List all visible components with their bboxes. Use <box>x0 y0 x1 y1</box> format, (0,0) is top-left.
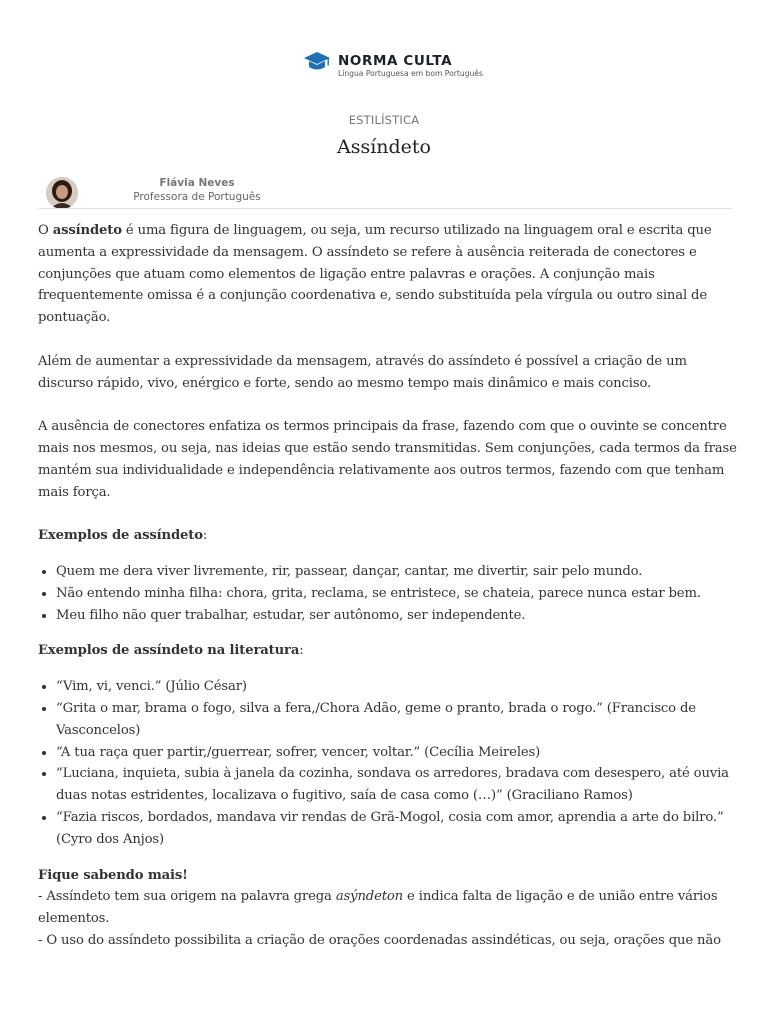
author-avatar <box>46 177 78 209</box>
literature-heading <box>38 640 738 662</box>
list-item: • Meu filho não quer trabalhar, estudar, ser autônomo, ser independente. <box>56 605 738 627</box>
intro-paragraph <box>38 220 738 329</box>
list-item: • “A tua raça quer partir,/guerrear, sofrer, vencer, voltar.” (Cecília Meireles) <box>56 742 738 764</box>
list-item: • Não entendo minha filha: chora, grita, reclama, se entristece, se chateia, parece nunca estar bem. <box>56 583 738 605</box>
site-header <box>0 50 768 84</box>
list-item: • “Luciana, inquieta, subia à janela da cozinha, sondava os arredores, bradava com desespero, até ouvia duas notas estridentes, localizava o fugitivo, saía de casa como (…)” (Graciliano Ramos) <box>56 763 738 807</box>
examples-list <box>38 561 738 626</box>
literature-heading-text: Exemplos de assíndeto na literatura <box>38 643 300 659</box>
intro-after: é uma figura de linguagem, ou seja, um recurso utilizado na linguagem oral e escrita que aumenta a expressividade da mensagem. O assíndeto se refere à ausência reiterada de conectores e conjunções que atuam como elementos de ligação entre palavras e orações. A conjunção mais frequentemente omissa é a conjunção coordenativa e, sendo substituída pela vírgula ou outro sinal de pontuação. <box>38 223 712 326</box>
intro-before: O <box>38 223 53 238</box>
brand-tagline: Língua Portuguesa em bom Português <box>338 69 483 78</box>
examples-heading <box>38 525 738 547</box>
paragraph-2: Além de aumentar a expressividade da mensagem, através do assíndeto é possível a criação de um discurso rápido, vivo, enérgico e forte, sendo ao mesmo tempo mais dinâmico e mais conciso. <box>38 353 687 391</box>
more-line-1 <box>38 886 738 930</box>
intro-term: assíndeto <box>52 223 122 238</box>
examples-heading-colon: : <box>202 528 208 544</box>
page-title: Assíndeto <box>336 136 432 158</box>
more-heading: Fique sabendo mais! <box>38 867 188 883</box>
list-item: • “Grita o mar, brama o fogo, silva a fera,/Chora Adão, geme o pranto, brada o rogo.” (Francisco de Vasconcelos) <box>56 698 738 742</box>
literature-heading-colon: : <box>299 643 304 659</box>
article-body <box>38 220 738 952</box>
graduation-cap-icon[interactable] <box>303 51 331 73</box>
article-category[interactable]: ESTILÍSTICA <box>348 113 420 127</box>
header-divider <box>38 208 732 209</box>
examples-heading-text: Exemplos de assíndeto <box>38 528 203 544</box>
more-line-2: - O uso do assíndeto possibilita a criação de orações coordenadas assindéticas, ou seja, orações que não <box>38 932 721 948</box>
list-item: • Quem me dera viver livremente, rir, passear, dançar, cantar, me divertir, sair pelo mundo. <box>56 561 738 583</box>
brand-name[interactable]: NORMA CULTA <box>338 53 453 69</box>
more-line-1-before: - Assíndeto tem sua origem na palavra grega <box>38 889 336 905</box>
list-item: • “Fazia riscos, bordados, mandava vir rendas de Grã-Mogol, cosia com amor, aprendia a arte do bilro.” (Cyro dos Anjos) <box>56 807 738 851</box>
paragraph-3: A ausência de conectores enfatiza os termos principais da frase, fazendo com que o ouvinte se concentre mais nos mesmos, ou seja, nas ideias que estão sendo transmitidas. Sem conjunções, cada termos da frase mantém sua individualidade e independência relativamente aos outros termos, fazendo com que tenham mais força. <box>38 419 737 500</box>
more-line-1-term: asýndeton <box>335 889 404 905</box>
list-item: • “Vim, vi, venci.” (Júlio César) <box>56 676 738 698</box>
author-name[interactable]: Flávia Neves <box>159 177 235 189</box>
more-line-1-after: e indica falta de ligação e de união entre vários elementos. <box>38 889 718 927</box>
author-role: Professora de Português <box>133 191 261 203</box>
literature-list <box>38 676 738 850</box>
